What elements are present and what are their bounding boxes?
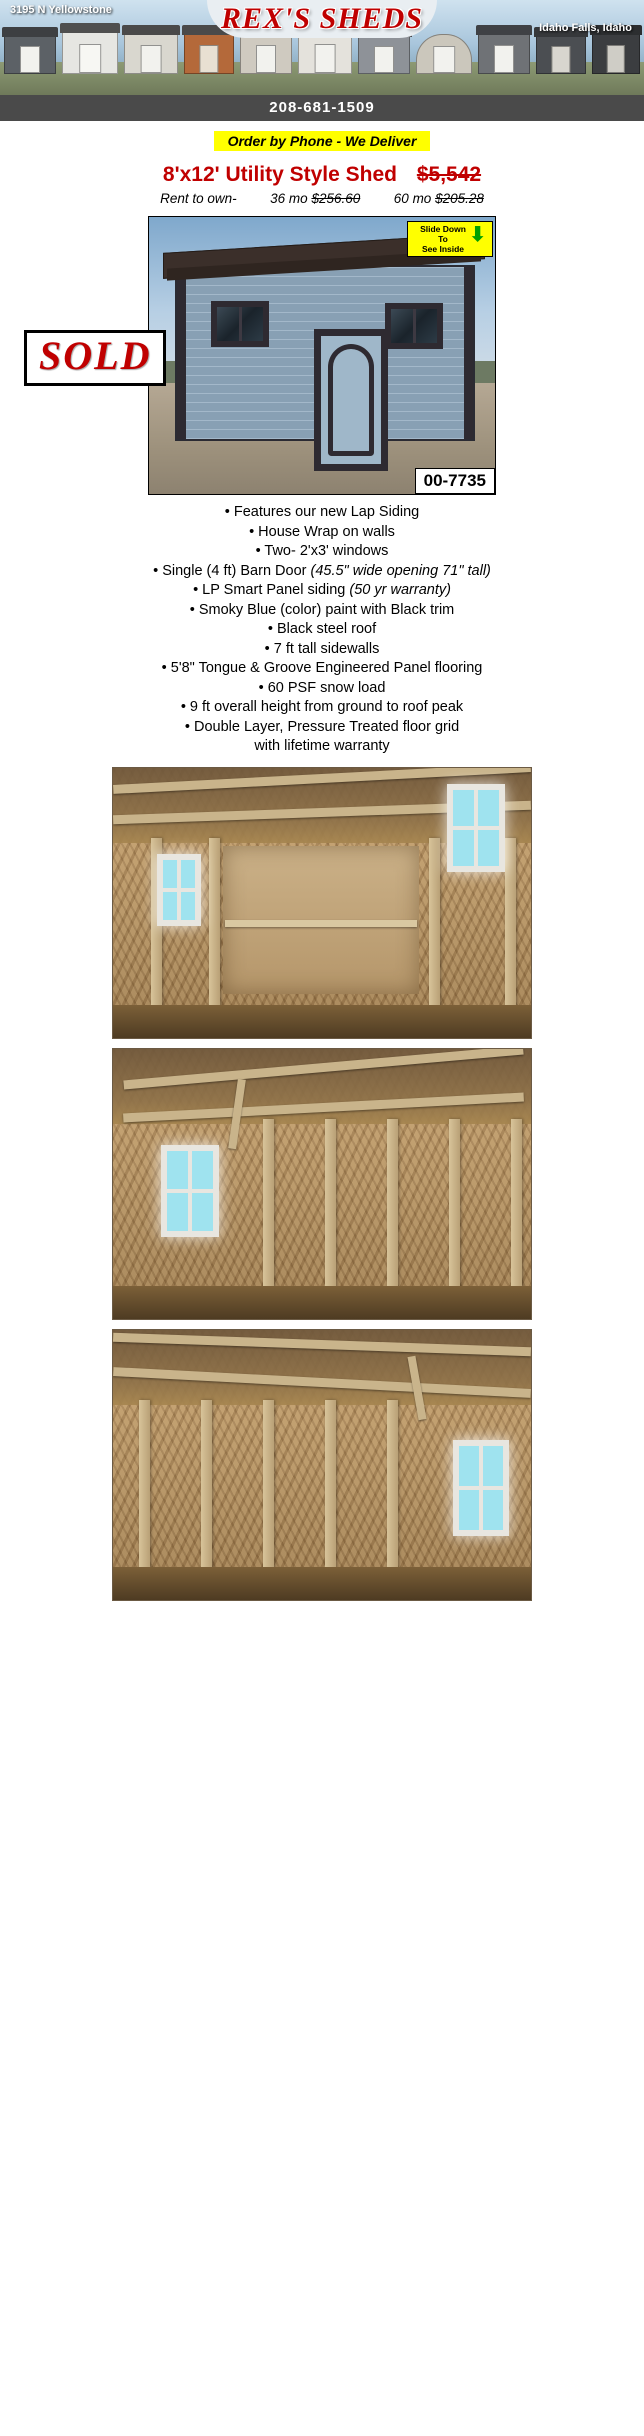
banner-shed-5 [240, 32, 292, 74]
shed-window-right [385, 303, 443, 349]
interior-photo-gallery [112, 767, 532, 1601]
phone-bar[interactable]: 208-681-1509 [0, 95, 644, 121]
interior-window-left [157, 854, 201, 926]
order-by-phone-note: Order by Phone - We Deliver [214, 131, 431, 151]
list-item: • Two- 2'x3' windows [255, 543, 389, 559]
feature-text: House Wrap on walls [258, 523, 395, 540]
rent-36-label: 36 mo [270, 191, 308, 206]
feature-text: 9 ft overall height from ground to roof peak [189, 699, 464, 715]
page-title: 8'x12' Utility Style Shed [162, 163, 397, 186]
banner-shed-4 [184, 32, 234, 74]
list-item: • Smoky Blue (color) paint with Black trim [189, 601, 455, 618]
banner-shed-9 [478, 32, 530, 74]
shed-window-left [211, 301, 269, 347]
list-item: • 7 ft tall sidewalls [264, 640, 380, 657]
feature-text: Double Layer, Pressure Treated floor grid [193, 718, 460, 735]
interior-photo-1 [112, 767, 532, 1039]
features-last-line: with lifetime warranty [254, 738, 390, 754]
slide-badge-line1: Slide Down [420, 224, 466, 234]
list-item: • Features our new Lap Siding [224, 504, 420, 520]
floor [113, 1005, 531, 1037]
interior-window-right [453, 1440, 509, 1536]
rent-36-price: $256.60 [311, 191, 361, 206]
listing-title-row [0, 163, 644, 187]
interior-photo-2 [112, 1048, 532, 1320]
list-item: • Black steel roof [267, 621, 377, 637]
interior-window-left [161, 1145, 219, 1237]
header-banner [0, 0, 644, 95]
rent-to-own-row [0, 191, 644, 206]
list-item: • 9 ft overall height from ground to roof peak [180, 699, 464, 715]
banner-shed-11 [592, 32, 640, 74]
banner-shed-1 [4, 34, 56, 74]
floor [113, 1286, 531, 1318]
list-item: • LP Smart Panel siding (50 yr warranty) [193, 582, 451, 598]
rent-60-price: $205.28 [435, 191, 484, 206]
rent-60-label: 60 mo [393, 191, 432, 206]
shed-barn-door [314, 329, 388, 471]
header-city: Idaho Falls, Idaho [539, 22, 632, 34]
banner-shed-3 [124, 32, 178, 74]
feature-text: 7 ft tall sidewalls [273, 640, 380, 657]
list-item: • Double Layer, Pressure Treated floor grid [184, 718, 460, 735]
shed-body [175, 265, 475, 441]
door-arch-trim [328, 344, 374, 456]
list-item: • 5'8" Tongue & Groove Engineered Panel flooring [161, 660, 483, 676]
feature-text: Single (4 ft) Barn Door [162, 562, 311, 579]
banner-shed-2 [62, 30, 118, 74]
feature-text: 5'8" Tongue & Groove Engineered Panel flooring [170, 660, 483, 676]
list-item: • Single (4 ft) Barn Door (45.5" wide opening 71" tall) [153, 562, 491, 579]
banner-shed-10 [536, 34, 586, 74]
feature-text: Features our new Lap Siding [233, 504, 420, 520]
banner-shed-7 [358, 34, 410, 74]
sold-stamp: SOLD [24, 330, 166, 386]
rent-to-own-label: Rent to own- [160, 191, 237, 206]
feature-text: 60 PSF snow load [267, 679, 386, 696]
down-arrow-icon: ⬇ [469, 224, 486, 246]
interior-window-right [447, 784, 505, 872]
feature-text: Black steel roof [276, 621, 377, 637]
stock-number-badge: 00-7735 [415, 468, 495, 494]
interior-photo-3 [112, 1329, 532, 1601]
brand-title: REX'S SHEDS [221, 2, 423, 35]
listing-price: $5,542 [416, 163, 482, 186]
feature-note: (50 yr warranty) [349, 582, 451, 598]
list-item: • 60 PSF snow load [258, 679, 386, 696]
slide-down-badge[interactable] [407, 221, 493, 257]
feature-text: Smoky Blue (color) paint with Black trim [198, 601, 455, 618]
banner-shed-8 [416, 34, 472, 74]
shed-corner-trim-left [177, 267, 186, 439]
main-shed-photo [148, 216, 496, 495]
order-by-phone-row [0, 121, 644, 157]
feature-note: (45.5" wide opening 71" tall) [310, 562, 491, 579]
features-list [42, 503, 602, 757]
features-ul [42, 503, 602, 757]
feature-text: LP Smart Panel siding [202, 582, 350, 598]
list-item: • House Wrap on walls [249, 523, 395, 540]
floor [113, 1567, 531, 1599]
wall-brace [225, 920, 417, 927]
shed-corner-trim-right [464, 267, 473, 439]
header-address: 3195 N Yellowstone [10, 4, 112, 16]
slide-badge-line3: See Inside [421, 244, 465, 254]
feature-text: Two- 2'x3' windows [264, 543, 389, 559]
slide-badge-line2: To [438, 234, 448, 244]
